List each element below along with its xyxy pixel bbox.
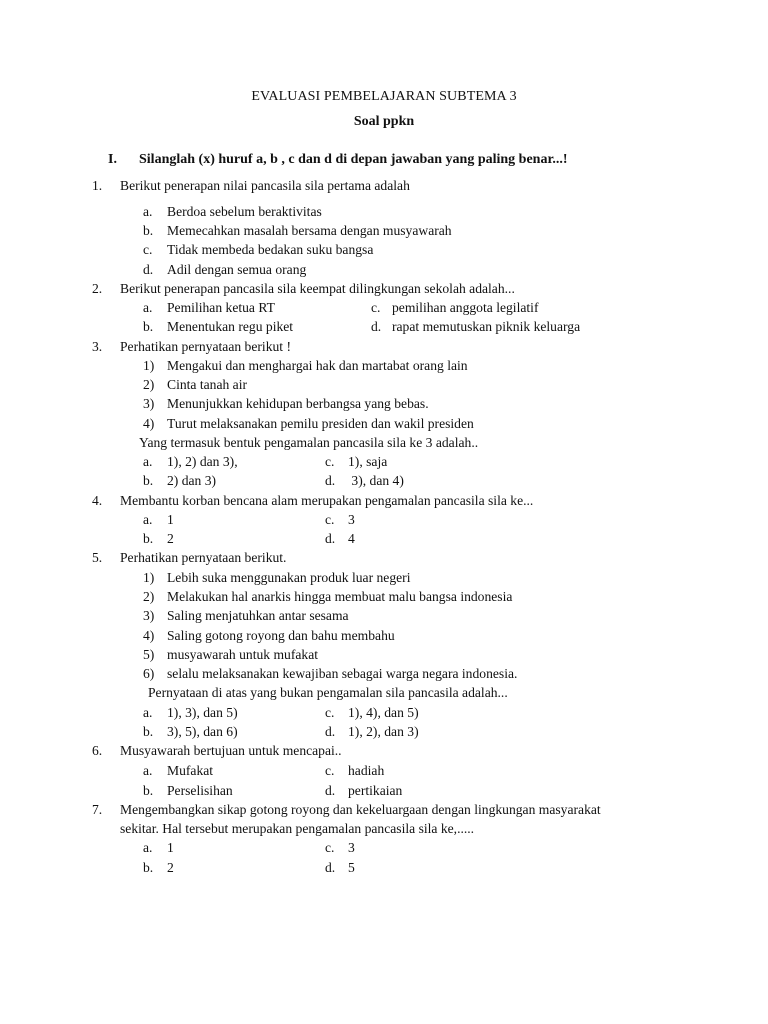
question-prompt: Pernyataan di atas yang bukan pengamalan sila pancasila adalah... (148, 685, 508, 700)
option-marker: b. (143, 223, 154, 238)
option-marker: d. (325, 860, 336, 875)
question-text: Perhatikan pernyataan berikut ! (120, 339, 291, 354)
instruction-text: Silanglah (x) huruf a, b , c dan d di depan jawaban yang paling benar...! (139, 152, 568, 167)
option-text: 2) dan 3) (167, 473, 217, 488)
option-text: 3 (348, 840, 355, 855)
option-marker: d. (371, 319, 382, 334)
question-text: Membantu korban bencana alam merupakan pengamalan pancasila sila ke... (120, 493, 534, 508)
option-text: 1), 3), dan 5) (167, 705, 238, 720)
option-marker: d. (325, 473, 336, 488)
option-marker: d. (325, 531, 336, 546)
statement-marker: 6) (143, 666, 155, 681)
question-number: 7. (92, 802, 103, 817)
question-text: Perhatikan pernyataan berikut. (120, 550, 287, 565)
option-text: 3), dan 4) (348, 473, 404, 488)
statement-text: Mengakui dan menghargai hak dan martabat orang lain (167, 358, 468, 373)
statement-marker: 3) (143, 608, 155, 623)
option-marker: a. (143, 763, 153, 778)
option-text: 3), 5), dan 6) (167, 724, 238, 739)
option-marker: c. (325, 705, 335, 720)
option-text: 1), 2) dan 3), (167, 454, 238, 469)
statement-marker: 4) (143, 416, 155, 431)
statement-text: musyawarah untuk mufakat (167, 647, 318, 662)
statement-marker: 1) (143, 570, 155, 585)
question-text: Mengembangkan sikap gotong royong dan kekeluargaan dengan lingkungan masyarakat (120, 802, 601, 817)
option-marker: b. (143, 531, 154, 546)
option-text: 1 (167, 840, 174, 855)
statement-text: Menunjukkan kehidupan berbangsa yang bebas. (167, 396, 429, 411)
statement-marker: 2) (143, 377, 155, 392)
option-marker: a. (143, 204, 153, 219)
option-text: hadiah (348, 763, 385, 778)
option-marker: a. (143, 454, 153, 469)
option-marker: d. (325, 783, 336, 798)
option-marker: b. (143, 724, 154, 739)
statement-marker: 3) (143, 396, 155, 411)
option-marker: c. (325, 840, 335, 855)
option-text: 5 (348, 860, 355, 875)
option-marker: b. (143, 860, 154, 875)
option-marker: b. (143, 473, 154, 488)
option-text: Menentukan regu piket (167, 319, 294, 334)
option-marker: c. (325, 512, 335, 527)
statement-text: Cinta tanah air (167, 377, 248, 392)
statement-marker: 1) (143, 358, 155, 373)
option-marker: d. (325, 724, 336, 739)
statement-text: Lebih suka menggunakan produk luar negeri (167, 570, 411, 585)
option-text: 4 (348, 531, 355, 546)
option-text: 1), 4), dan 5) (348, 705, 419, 720)
question-number: 4. (92, 493, 103, 508)
statement-marker: 4) (143, 628, 155, 643)
option-text: Mufakat (167, 763, 214, 778)
question-text-continued: sekitar. Hal tersebut merupakan pengamalan pancasila sila ke,..... (120, 821, 475, 836)
question-text: Berikut penerapan pancasila sila keempat dilingkungan sekolah adalah... (120, 281, 515, 296)
page-subtitle: Soal ppkn (353, 114, 415, 129)
option-text: Perselisihan (167, 783, 233, 798)
option-text: 2 (167, 860, 174, 875)
page-title: EVALUASI PEMBELAJARAN SUBTEMA 3 (251, 89, 517, 104)
option-marker: c. (371, 300, 381, 315)
option-marker: a. (143, 840, 153, 855)
option-text: 1), saja (348, 454, 388, 469)
option-marker: a. (143, 705, 153, 720)
option-text: Memecahkan masalah bersama dengan musyawarah (167, 223, 452, 238)
question-number: 6. (92, 743, 103, 758)
question-number: 2. (92, 281, 103, 296)
option-text: Tidak membeda bedakan suku bangsa (167, 242, 374, 257)
question-prompt: Yang termasuk bentuk pengamalan pancasila sila ke 3 adalah.. (139, 435, 479, 450)
option-text: Adil dengan semua orang (167, 262, 307, 277)
option-marker: c. (325, 454, 335, 469)
statement-text: Saling menjatuhkan antar sesama (167, 608, 349, 623)
question-text: Musyawarah bertujuan untuk mencapai.. (120, 743, 342, 758)
option-marker: b. (143, 319, 154, 334)
option-marker: b. (143, 783, 154, 798)
question-number: 3. (92, 339, 103, 354)
option-marker: c. (325, 763, 335, 778)
option-text: pemilihan anggota legilatif (392, 300, 539, 315)
option-text: 2 (167, 531, 174, 546)
option-text: Berdoa sebelum beraktivitas (167, 204, 322, 219)
option-marker: a. (143, 512, 153, 527)
instruction-number: I. (108, 152, 117, 167)
option-text: pertikaian (348, 783, 403, 798)
statement-text: Melakukan hal anarkis hingga membuat malu bangsa indonesia (167, 589, 513, 604)
question-text: Berikut penerapan nilai pancasila sila pertama adalah (120, 178, 410, 193)
statement-marker: 5) (143, 647, 155, 662)
option-marker: d. (143, 262, 154, 277)
statement-text: selalu melaksanakan kewajiban sebagai warga negara indonesia. (167, 666, 518, 681)
option-text: Pemilihan ketua RT (167, 300, 275, 315)
statement-text: Turut melaksanakan pemilu presiden dan wakil presiden (167, 416, 474, 431)
option-text: 1 (167, 512, 174, 527)
option-marker: c. (143, 242, 153, 257)
statement-marker: 2) (143, 589, 155, 604)
question-number: 1. (92, 178, 103, 193)
option-marker: a. (143, 300, 153, 315)
statement-text: Saling gotong royong dan bahu membahu (167, 628, 395, 643)
option-text: rapat memutuskan piknik keluarga (392, 319, 581, 334)
option-text: 1), 2), dan 3) (348, 724, 419, 739)
option-text: 3 (348, 512, 355, 527)
question-number: 5. (92, 550, 103, 565)
